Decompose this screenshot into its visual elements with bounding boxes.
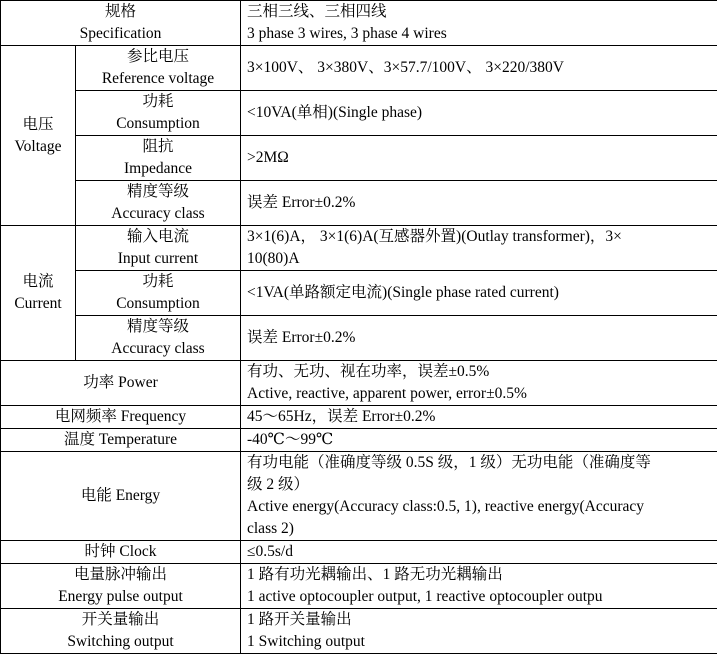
energy-label: 电能 Energy [1, 452, 241, 541]
voltage-accuracy-label: 精度等级 Accuracy class [76, 181, 241, 226]
reference-voltage-label: 参比电压 Reference voltage [76, 46, 241, 91]
voltage-group-label: 电压 Voltage [1, 46, 76, 226]
input-current-value: 3×1(6)A， 3×1(6)A(互感器外置)(Outlay transformer)，3× 10(80)A [241, 226, 717, 271]
clock-label: 时钟 Clock [1, 541, 241, 564]
temperature-value: -40℃～99℃ [241, 429, 717, 452]
switching-output-label: 开关量输出 Switching output [1, 609, 241, 654]
energy-pulse-value: 1 路有功光耦输出、1 路无功光耦输出 1 active optocoupler output, 1 reactive optocoupler outpu [241, 564, 717, 609]
frequency-label: 电网频率 Frequency [1, 406, 241, 429]
row-switching-output [1, 609, 717, 654]
impedance-value: >2MΩ [241, 136, 717, 181]
row-frequency [1, 406, 717, 429]
row-temperature [1, 429, 717, 452]
row-power [1, 361, 717, 406]
switching-output-value: 1 路开关量输出 1 Switching output [241, 609, 717, 654]
voltage-consumption-label: 功耗 Consumption [76, 91, 241, 136]
row-impedance [1, 136, 717, 181]
frequency-value: 45～65Hz，误差 Error±0.2% [241, 406, 717, 429]
specification-value: 三相三线、三相四线 3 phase 3 wires, 3 phase 4 wires [241, 1, 717, 46]
reference-voltage-value: 3×100V、 3×380V、3×57.7/100V、 3×220/380V [241, 46, 717, 91]
row-input-current [1, 226, 717, 271]
voltage-consumption-value: <10VA(单相)(Single phase) [241, 91, 717, 136]
row-specification [1, 1, 717, 46]
specification-label: 规格 Specification [1, 1, 241, 46]
row-energy-pulse [1, 564, 717, 609]
power-label: 功率 Power [1, 361, 241, 406]
current-accuracy-label: 精度等级 Accuracy class [76, 316, 241, 361]
impedance-label: 阻抗 Impedance [76, 136, 241, 181]
temperature-label: 温度 Temperature [1, 429, 241, 452]
power-value: 有功、无功、视在功率，误差±0.5% Active, reactive, apparent power, error±0.5% [241, 361, 717, 406]
row-current-consumption [1, 271, 717, 316]
energy-value: 有功电能（准确度等级 0.5S 级，1 级）无功电能（准确度等 级 2 级） Active energy(Accuracy class:0.5, 1), reactive energy(Accuracy class 2) [241, 452, 717, 541]
row-current-accuracy [1, 316, 717, 361]
row-clock [1, 541, 717, 564]
row-voltage-consumption [1, 91, 717, 136]
row-reference-voltage [1, 46, 717, 91]
row-voltage-accuracy [1, 181, 717, 226]
voltage-accuracy-value: 误差 Error±0.2% [241, 181, 717, 226]
current-consumption-value: <1VA(单路额定电流)(Single phase rated current) [241, 271, 717, 316]
energy-pulse-label: 电量脉冲输出 Energy pulse output [1, 564, 241, 609]
row-energy [1, 452, 717, 541]
current-accuracy-value: 误差 Error±0.2% [241, 316, 717, 361]
clock-value: ≤0.5s/d [241, 541, 717, 564]
current-group-label: 电流 Current [1, 226, 76, 361]
input-current-label: 输入电流 Input current [76, 226, 241, 271]
current-consumption-label: 功耗 Consumption [76, 271, 241, 316]
